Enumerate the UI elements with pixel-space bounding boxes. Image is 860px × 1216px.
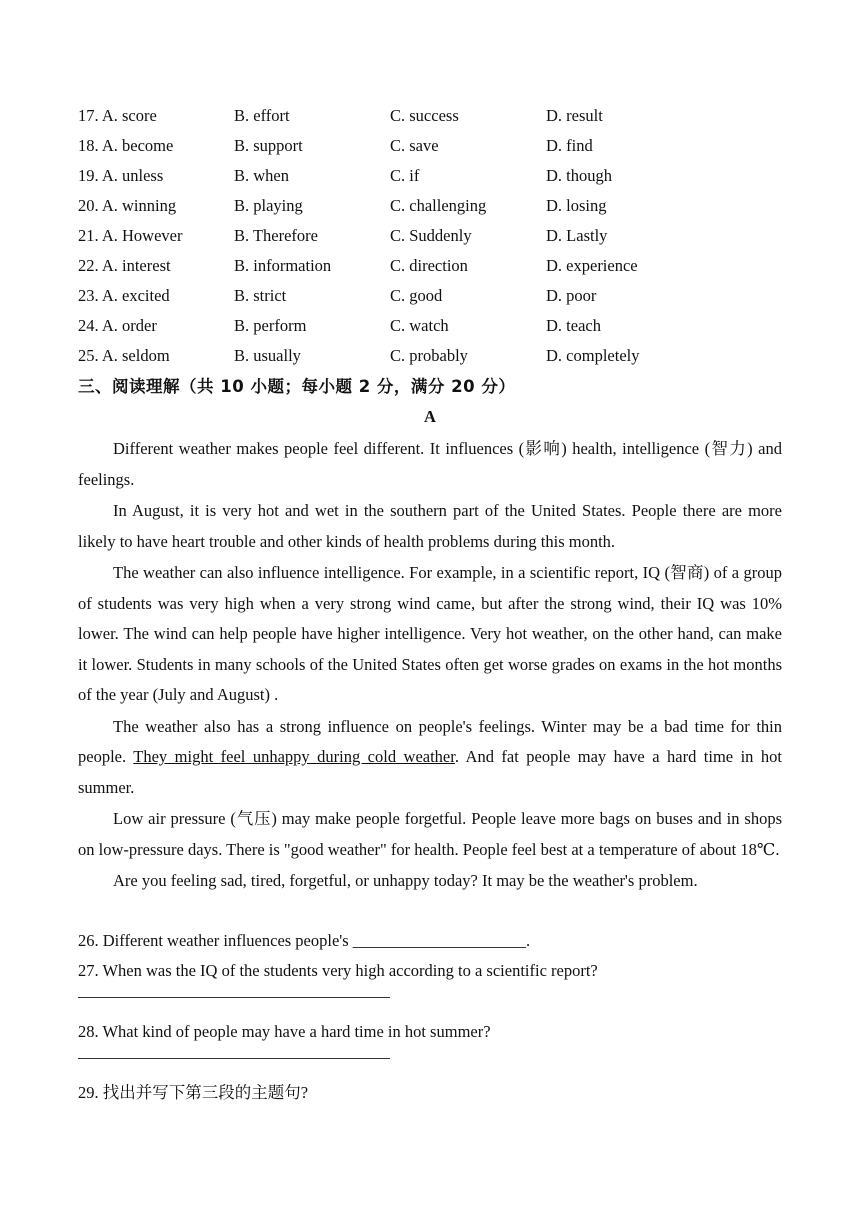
option-c: C. if bbox=[390, 166, 420, 185]
option-c: C. Suddenly bbox=[390, 226, 472, 245]
question-26: 26. Different weather influences people's _____________________. bbox=[78, 931, 531, 950]
option-d: D. teach bbox=[546, 316, 601, 335]
option-a: 17. A. score bbox=[78, 106, 157, 125]
option-c: C. success bbox=[390, 106, 459, 125]
option-c: C. watch bbox=[390, 316, 449, 335]
option-b: B. Therefore bbox=[234, 226, 318, 245]
option-a: 23. A. excited bbox=[78, 286, 170, 305]
option-a: 18. A. become bbox=[78, 136, 174, 155]
option-a: 21. A. However bbox=[78, 226, 183, 245]
option-row bbox=[78, 161, 798, 191]
option-d: D. losing bbox=[546, 196, 607, 215]
option-row bbox=[78, 191, 798, 221]
option-row bbox=[78, 311, 798, 341]
paragraph-3: The weather can also influence intelligence. For example, in a scientific report, IQ (智商) of a group of students was very high when a very strong wind came, but after the strong wind, their IQ was 10% lower. The wind can help people have higher intelligence. Very hot weather, on the other hand, can make it lower. Students in many schools of the United States often get worse grades on exams in the hot months of the year (July and August) . bbox=[78, 563, 782, 704]
option-b: B. effort bbox=[234, 106, 290, 125]
option-c: C. direction bbox=[390, 256, 468, 275]
option-d: D. find bbox=[546, 136, 593, 155]
paragraph-5: Low air pressure (气压) may make people forgetful. People leave more bags on buses and in shops on low-pressure days. There is "good weather" for health. People feel best at a temperature of about 18℃. bbox=[78, 809, 782, 859]
option-c: C. good bbox=[390, 286, 443, 305]
option-row bbox=[78, 341, 798, 371]
option-row bbox=[78, 221, 798, 251]
section-title: 三、阅读理解（共 10 小题；每小题 2 分，满分 20 分） bbox=[78, 377, 516, 396]
option-row bbox=[78, 101, 798, 131]
option-d: D. result bbox=[546, 106, 603, 125]
option-a: 25. A. seldom bbox=[78, 346, 170, 365]
underlined-sentence: They might feel unhappy during cold weather bbox=[133, 747, 455, 766]
option-c: C. challenging bbox=[390, 196, 487, 215]
reading-passage bbox=[78, 434, 782, 898]
paragraph-4-text-end: . And fat people may have a hard time in hot summer. bbox=[78, 747, 782, 797]
paragraph-4-text: The weather also has a strong influence on people's feelings. Winter may be a bad time for thin people. bbox=[78, 716, 782, 766]
paragraph-2: In August, it is very hot and wet in the southern part of the United States. People there are more likely to have heart trouble and other kinds of health problems during this month. bbox=[78, 501, 782, 551]
paragraph-6: Are you feeling sad, tired, forgetful, or unhappy today? It may be the weather's problem. bbox=[113, 871, 698, 890]
option-b: B. information bbox=[234, 256, 332, 275]
option-d: D. though bbox=[546, 166, 612, 185]
option-b: B. support bbox=[234, 136, 303, 155]
option-row bbox=[78, 251, 798, 281]
option-b: B. perform bbox=[234, 316, 307, 335]
answer-line-28[interactable] bbox=[78, 1057, 390, 1059]
answer-line-27[interactable] bbox=[78, 996, 390, 998]
option-d: D. completely bbox=[546, 346, 640, 365]
option-d: D. poor bbox=[546, 286, 597, 305]
paragraph-1: Different weather makes people feel different. It influences (影响) health, intelligence (智力) and feelings. bbox=[78, 439, 782, 489]
option-b: B. usually bbox=[234, 346, 301, 365]
option-a: 20. A. winning bbox=[78, 196, 177, 215]
question-27: 27. When was the IQ of the students very high according to a scientific report? bbox=[78, 961, 598, 980]
option-a: 22. A. interest bbox=[78, 256, 171, 275]
option-b: B. playing bbox=[234, 196, 303, 215]
option-b: B. strict bbox=[234, 286, 287, 305]
question-list bbox=[78, 926, 782, 1108]
question-28: 28. What kind of people may have a hard time in hot summer? bbox=[78, 1022, 491, 1041]
cloze-options-table bbox=[78, 101, 798, 371]
option-a: 24. A. order bbox=[78, 316, 157, 335]
question-29: 29. 找出并写下第三段的主题句? bbox=[78, 1083, 309, 1102]
option-c: C. probably bbox=[390, 346, 468, 365]
option-row bbox=[78, 131, 798, 161]
option-a: 19. A. unless bbox=[78, 166, 164, 185]
option-d: D. experience bbox=[546, 256, 638, 275]
passage-label: A bbox=[424, 407, 436, 426]
option-d: D. Lastly bbox=[546, 226, 608, 245]
option-row bbox=[78, 281, 798, 311]
paragraph-4 bbox=[78, 712, 782, 804]
option-c: C. save bbox=[390, 136, 439, 155]
option-b: B. when bbox=[234, 166, 289, 185]
